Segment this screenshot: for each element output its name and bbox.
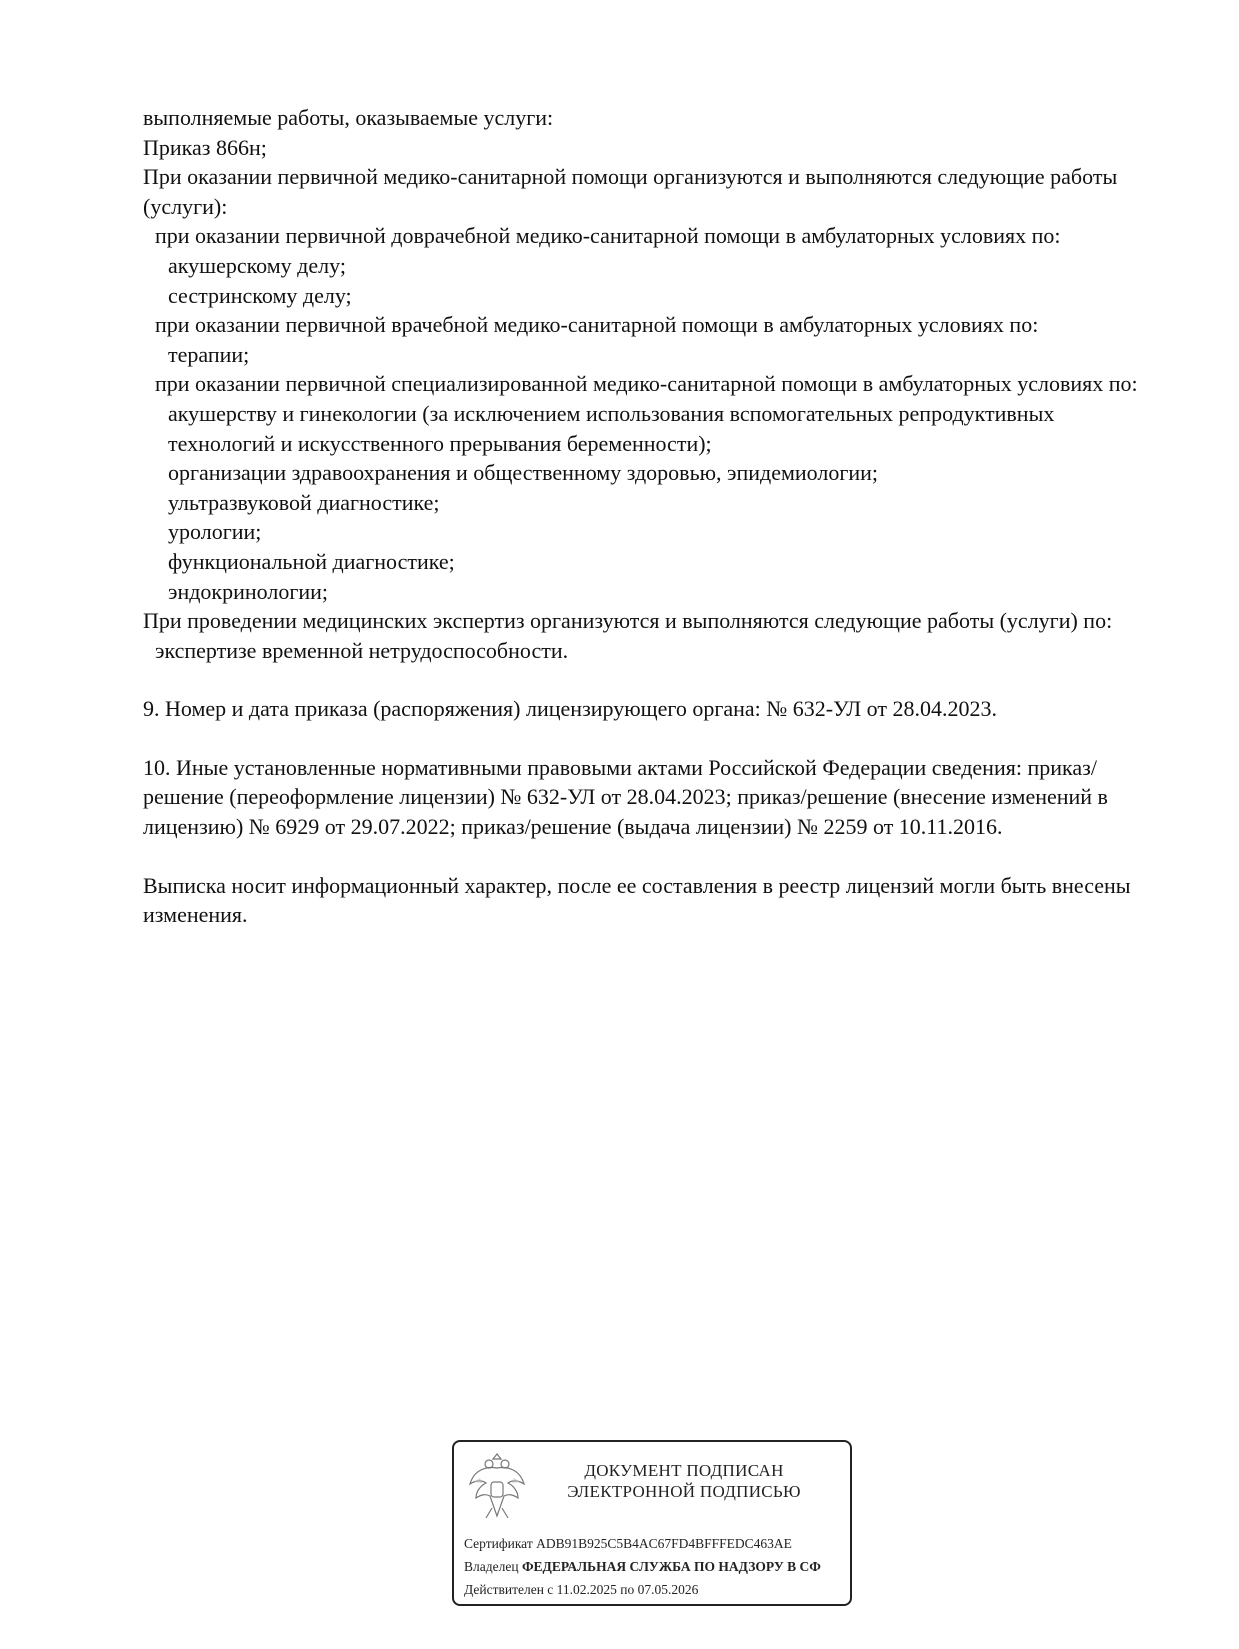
service-line: сестринскому делу; [168,282,352,308]
stamp-title: ДОКУМЕНТ ПОДПИСАН ЭЛЕКТРОННОЙ ПОДПИСЬЮ [567,1461,801,1501]
service-line: акушерскому делу; [168,252,346,278]
service-line: выполняемые работы, оказываемые услуги: [143,105,554,130]
service-line: организации здравоохранения и общественному здоровью, эпидемиологии; [168,460,879,486]
validity-row: Действителен с 11.02.2025 по 07.05.2026 [464,1582,699,1597]
coat-of-arms-icon [466,1450,528,1522]
service-line: экспертизе временной нетрудоспособности. [155,637,569,663]
item-9-order-number: 9. Номер и дата приказа (распоряжения) лицензирующего органа: № 632-УЛ от 28.04.2023. [143,696,997,722]
service-line: акушерству и гинекологии (за исключением использования вспомогательных репродуктивных технологий и искусственного прерывания беременности); [168,400,1055,456]
service-line: При проведении медицинских экспертиз организуются и выполняются следующие работы (услуги) по: [143,608,1113,634]
owner-name: ФЕДЕРАЛЬНАЯ СЛУЖБА ПО НАДЗОРУ В СФ [521,1559,821,1574]
service-line: эндокринологии; [168,578,329,604]
electronic-signature-stamp [452,1440,852,1606]
service-line: При оказании первичной медико-санитарной помощи организуются и выполняются следующие работы (услуги): [143,164,1118,219]
service-line: при оказании первичной специализированной медико-санитарной помощи в амбулаторных условиях по: [155,371,1138,397]
services-list [143,103,1153,665]
service-line: ультразвуковой диагностике; [168,489,440,515]
service-line: Приказ 866н; [143,134,267,160]
service-line: урологии; [168,519,262,545]
document-body [143,103,1153,930]
disclaimer-text: Выписка носит информационный характер, после ее составления в реестр лицензий могли быть внесены изменения. [143,872,1131,928]
service-line: терапии; [168,341,250,367]
service-line: при оказании первичной врачебной медико-санитарной помощи в амбулаторных условиях по: [155,312,1039,338]
service-line: при оказании первичной доврачебной медико-санитарной помощи в амбулаторных условиях по: [155,223,1061,249]
certificate-number: ADB91B925C5B4AC67FD4BFFFEDC463AE [536,1536,792,1551]
owner-row: Владелец ФЕДЕРАЛЬНАЯ СЛУЖБА ПО НАДЗОРУ В СФ [464,1559,821,1574]
item-10-other-info: 10. Иные установленные нормативными правовыми актами Российской Федерации сведения: приказ/решение (переоформление лицензии) № 632-УЛ от 28.04.2023; приказ/решение (внесение изменений в лицензию) № 6929 от 29.07.2022; приказ/решение (выдача лицензии) № 2259 от 10.11.2016. [143,754,1108,840]
stamp-details [464,1532,821,1601]
service-line: функциональной диагностике; [168,548,455,574]
certificate-row: Сертификат ADB91B925C5B4AC67FD4BFFFEDC463AE [464,1536,792,1551]
